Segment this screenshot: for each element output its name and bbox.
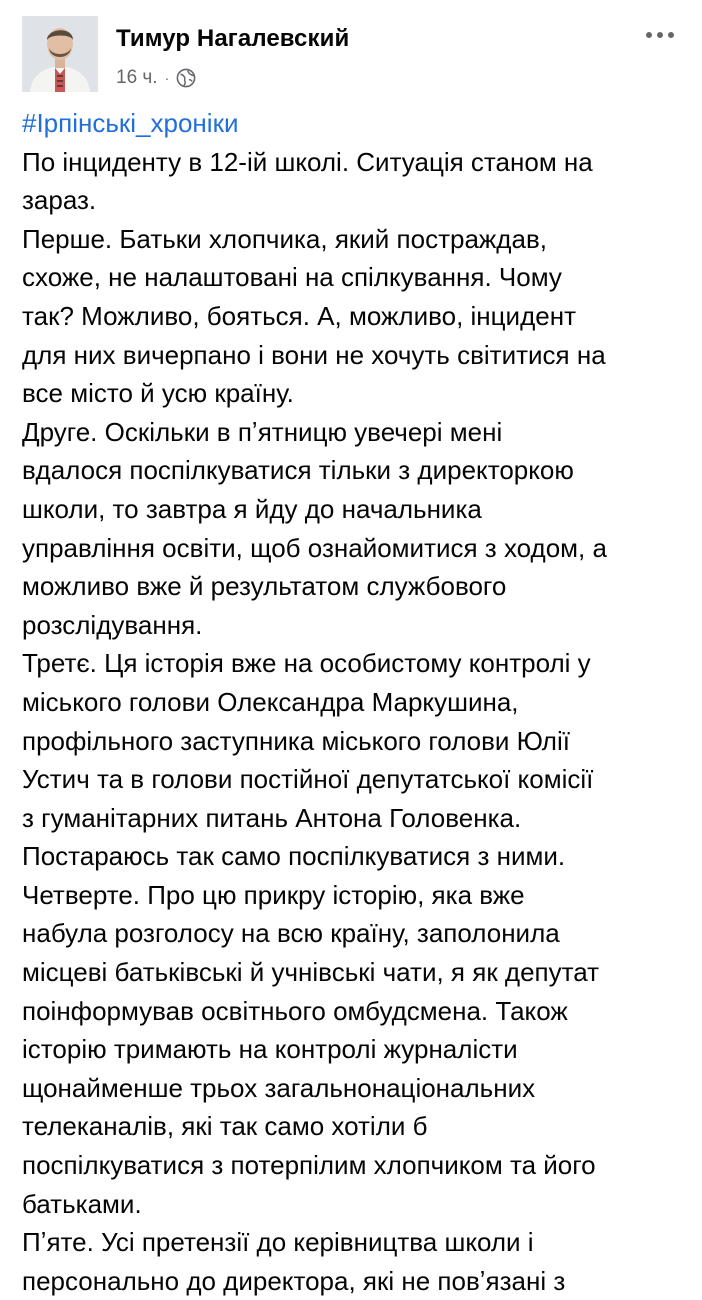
avatar[interactable] — [22, 16, 98, 92]
post-meta — [116, 64, 196, 92]
post-text-line: вдалося поспілкуватися тільки з директоркою — [22, 455, 574, 486]
globe-icon — [176, 68, 196, 88]
post-timestamp[interactable]: 16 ч. — [116, 67, 158, 88]
more-dots-icon — [646, 32, 652, 38]
post-text-line: профільного заступника міського голови Юлії — [22, 725, 570, 756]
post-text-line: з гуманітарних питань Антона Головенка. — [22, 802, 522, 833]
post-text — [22, 104, 690, 1296]
post-text-line: Четверте. Про цю прикру історію, яка вже — [22, 879, 525, 910]
post-text-line: розслідування. — [22, 609, 203, 640]
post-text-line: схоже, не налаштовані на спілкування. Чому — [22, 262, 562, 293]
post-text-line: персонально до директора, які не повʼязані з — [22, 1265, 566, 1296]
meta-separator: · — [164, 70, 170, 86]
post-text-line: Третє. Ця історія вже на особистому контролі у — [22, 648, 591, 679]
post-text-line: набула розголосу на всю країну, заполонила — [22, 918, 560, 949]
more-options-button[interactable] — [638, 20, 682, 50]
post-text-line: телеканалів, які так само хотіли б — [22, 1111, 428, 1142]
post-header — [22, 16, 682, 96]
post-text-line: зараз. — [22, 185, 97, 216]
post-text-line: батьками. — [22, 1188, 142, 1219]
post-text-line: Пʼяте. Усі претензії до керівництва школи і — [22, 1227, 534, 1258]
post-text-line: міського голови Олександра Маркушина, — [22, 686, 519, 717]
hashtag-link[interactable]: #Ірпінські_хроніки — [22, 108, 239, 138]
post-text-line: По інциденту в 12-ій школі. Ситуація станом на — [22, 146, 593, 177]
post-text-line: для них вичерпано і вони не хочуть світитися на — [22, 339, 606, 370]
post-text-line: управління освіти, щоб ознайомитися з ходом, а — [22, 532, 607, 563]
author-name[interactable]: Тимур Нагалевский — [116, 25, 350, 52]
post-text-line: щонайменше трьох загальнонаціональних — [22, 1072, 536, 1103]
post-text-line: Устич та в голови постійної депутатської комісії — [22, 764, 594, 795]
post-text-line: Постараюсь так само поспілкуватися з ними. — [22, 841, 566, 872]
post-text-line: Перше. Батьки хлопчика, який постраждав, — [22, 223, 547, 254]
post-text-line: Друге. Оскільки в пʼятницю увечері мені — [22, 416, 503, 447]
post-text-line: так? Можливо, бояться. А, можливо, інцидент — [22, 300, 576, 331]
post-text-line: можливо вже й результатом службового — [22, 571, 507, 602]
post-text-line: місцеві батьківські й учнівські чати, я як депутат — [22, 957, 600, 988]
post-text-line: історію тримають на контролі журналісти — [22, 1034, 518, 1065]
post-text-line: поінформував освітнього омбудсмена. Також — [22, 995, 568, 1026]
post-text-line: поспілкуватися з потерпілим хлопчиком та його — [22, 1150, 596, 1181]
post-text-line: школи, то завтра я йду до начальника — [22, 493, 482, 524]
post-text-line: все місто й усю країну. — [22, 378, 294, 409]
